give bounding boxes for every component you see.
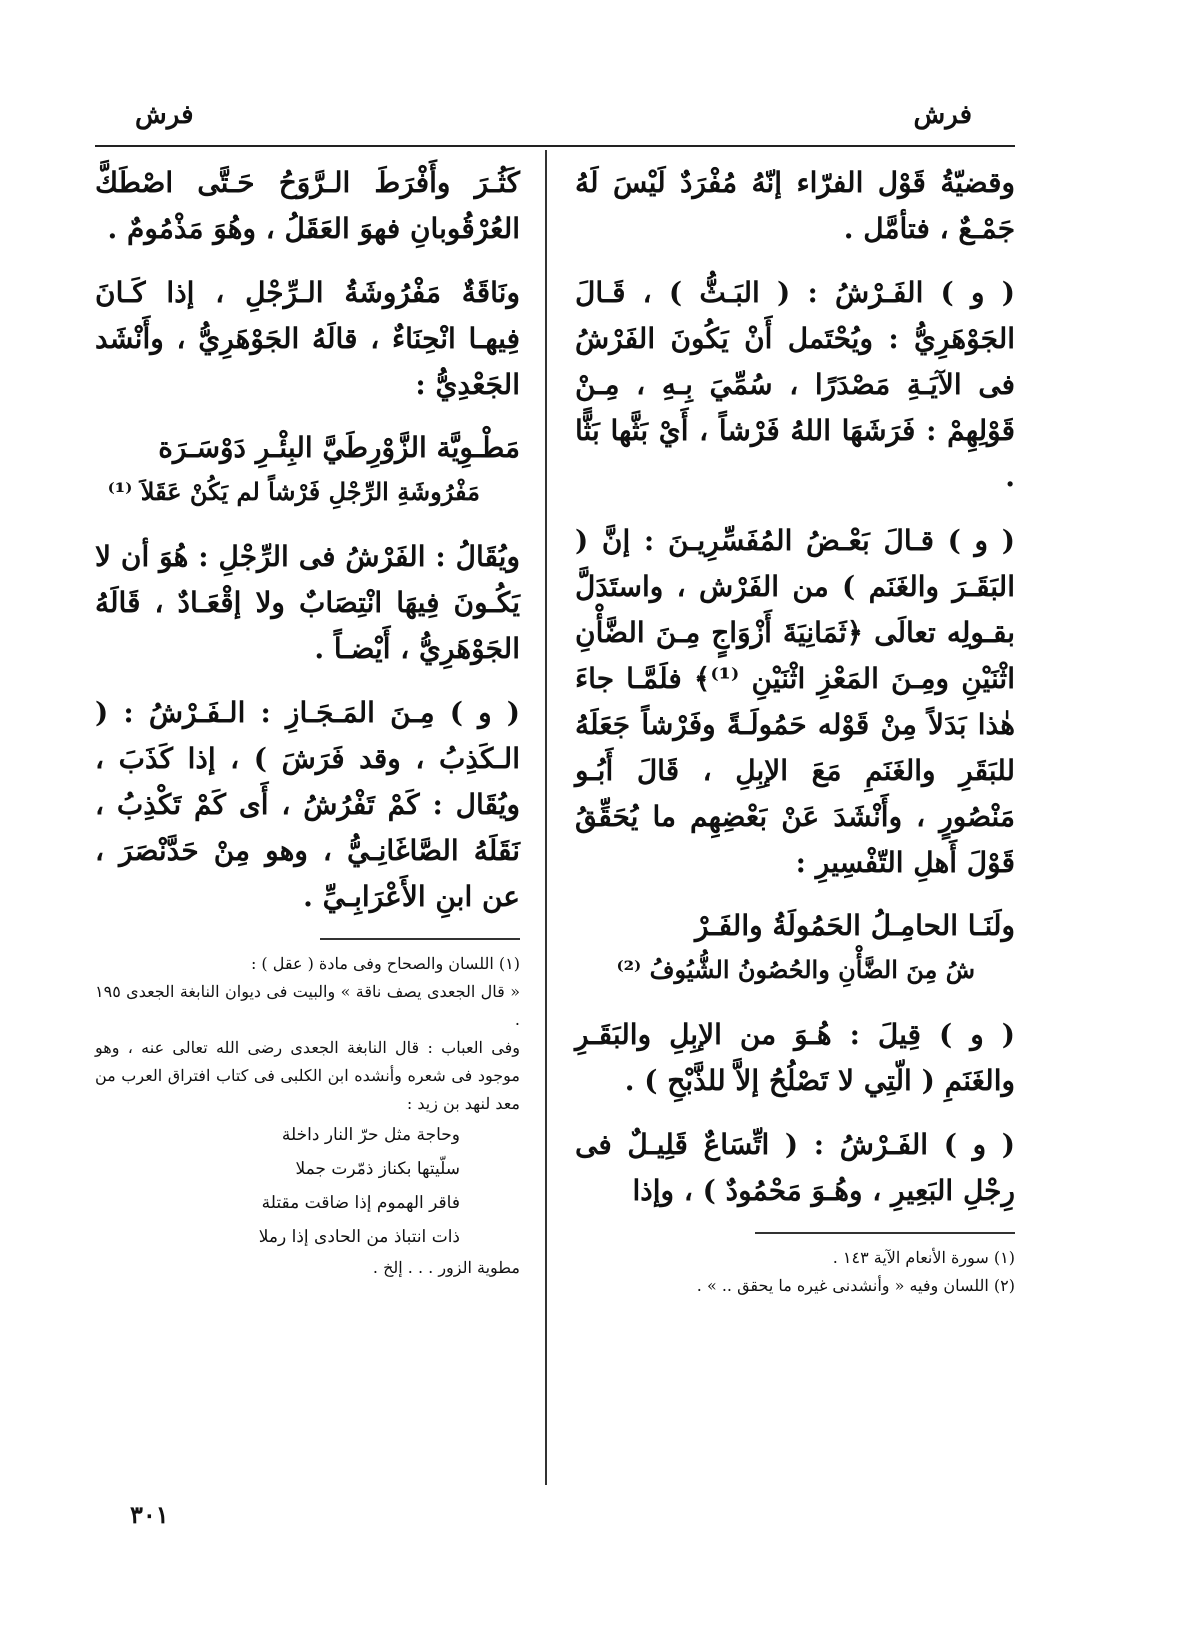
header-rule [95, 145, 1015, 147]
verse [575, 904, 1015, 992]
paragraph: ( و ) قـالَ بَعْـضُ المُفَسِّرِيـنَ : إنَّ ( البَقَـرَ والغَنَم ) من الفَرْش ، واستَدَلَّ بقـولِه تعالَى ﴿ثَمَانِيَةَ أَزْوَاجٍ مِـنَ الضَّأْنِ اثْنَيْنِ ومِـنَ المَعْزِ اثْنَيْنِ ⁽¹⁾﴾ فلَمَّـا جاءَ هٰذا بَدَلاً مِنْ قَوْله حَمُولَـةً وفَرْشاً جَعَلَهُ للبَقَرِ والغَنَمِ مَعَ الإبِلِ ، قَالَ أَبُـو مَنْصُورٍ ، وأَنْشَدَ عَنْ بَعْضِهِم ما يُحَقِّقُ قَوْلَ أَهلِ التّفْسِيرِ : [575, 524, 1015, 879]
paragraph: ويُقَالُ : الفَرْشُ فى الرِّجْلِ : هُوَ أن لا يَكُـونَ فِيهَا انْتِصَابٌ ولا إقْعَـادٌ ، قَالَهُ الجَوْهَرِيُّ ، أَيْضـاً . [95, 540, 520, 665]
page-number: ٣٠١ [130, 1500, 169, 1529]
footnote: « قال الجعدى يصف ناقة » والبيت فى ديوان النابغة الجعدى ١٩٥ . [95, 982, 521, 1029]
paragraph: ( و ) مِـنَ المَـجَـازِ : الـفَـرْشُ : ( الـكَذِبُ ، وقد فَرَشَ ) ، إذا كَذَبَ ، ويُقَال : كَمْ تَفْرُشُ ، أَى كَمْ تَكْذِبُ ، نَقَلَهُ الصَّاغَانِـيُّ ، وهو مِنْ حَدَّنْصَرَ ، عن ابنِ الأَعْرَابِـيِّ . [95, 696, 520, 913]
column-divider [545, 150, 547, 1485]
poem-line: وحاجة مثل حرّ النار داخلة [281, 1125, 460, 1145]
paragraph: كَثُـرَ وأَفْرَطَ الـرَّوَحُ حَـتَّى اصْطَكَّ العُرْقُوبانِ فهوَ العَقَلُ ، وهُوَ مَذْمُومٌ . [95, 166, 520, 245]
footnote: (٢) اللسان وفيه « وأنشدنى غيره ما يحقق .. » . [696, 1276, 1015, 1295]
paragraph: ( و ) الفَـرْشُ : ( البَـثُّ ) ، قَـالَ الجَوْهَرِيُّ : ويُحْتَمل أَنْ يَكُونَ الفَرْشُ فى الآيَـةِ مَصْدَرًا ، سُمِّيَ بِـهِ ، مِـنْ قَوْلِهِمْ : فَرَشَهَا اللهُ فَرْشاً ، أَيْ بَثَّها بَثًّا . [575, 276, 1015, 493]
paragraph: ( و ) قِيلَ : هُـوَ من الإبِلِ والبَقَـرِ والغَنَمِ ( الّتِي لا تَصْلُحُ إلاَّ للذَّبْحِ ) . [575, 1018, 1015, 1097]
footnote-rule [755, 1232, 1015, 1234]
header-right-title: فرش [913, 100, 972, 130]
verse-line-1: ولَنَـا الحامِـلُ الحَمُولَةُ والفَـرْ [694, 909, 1015, 942]
poem-line: ذات انتباذ من الحادى إذا رملا [258, 1227, 460, 1247]
verse-line-2: شُ مِنَ الضَّأْنِ والحُصُونُ الشُّيُوفُ ⁽²⁾ [616, 955, 975, 984]
footnotes [575, 1244, 1015, 1300]
poem-line: فاقر الهموم إذا ضاقت مقتلة [261, 1193, 460, 1213]
footnotes [95, 950, 520, 1282]
footnote: وفى العباب : قال النابغة الجعدى رضى الله تعالى عنه ، وهو موجود فى شعره وأنشده ابن الكلبى فى كتاب افتراق العرب من معد لنهد بن زيد : [95, 1038, 520, 1113]
poem-line: مطوية الزور . . . إلخ . [372, 1258, 520, 1277]
right-column [575, 160, 1015, 1300]
header-left-title: فرش [135, 100, 194, 130]
footnote: (١) اللسان والصحاح وفى مادة ( عقل ) : [250, 954, 520, 973]
paragraph: ونَاقَةٌ مَفْرُوشَةُ الـرِّجْلِ ، إذا كَـانَ فِيهـا انْحِنَاءٌ ، قالَهُ الجَوْهَرِيُّ ، وأَنْشَد الجَعْدِيُّ : [95, 276, 520, 401]
verse-line-2: مَفْرُوشَةِ الرِّجْلِ فَرْشاً لم يَكُنْ عَقَلاَ ⁽¹⁾ [107, 477, 480, 506]
verse [95, 426, 520, 514]
paragraph: ( و ) الفَـرْشُ : ( اتِّسَاعٌ قَلِيـلٌ فى رِجْلِ البَعِيرِ ، وهُـوَ مَحْمُودٌ ) ، وإذا [575, 1128, 1015, 1207]
footnote: (١) سورة الأنعام الآية ١٤٣ . [832, 1248, 1015, 1267]
poem-line: سلّيتها بكناز ذمّرت جملا [295, 1159, 460, 1179]
left-column [95, 160, 520, 1282]
footnote-rule [320, 938, 520, 940]
paragraph: وقضيّةُ قَوْل الفرّاء إنّهُ مُفْرَدٌ لَيْسَ لَهُ جَمْـعٌ ، فتأمَّل . [575, 166, 1015, 245]
verse-line-1: مَطْـوِيَّة الزَّوْرِطَيَّ البِئْـرِ دَوْسَـرَة [158, 431, 520, 464]
